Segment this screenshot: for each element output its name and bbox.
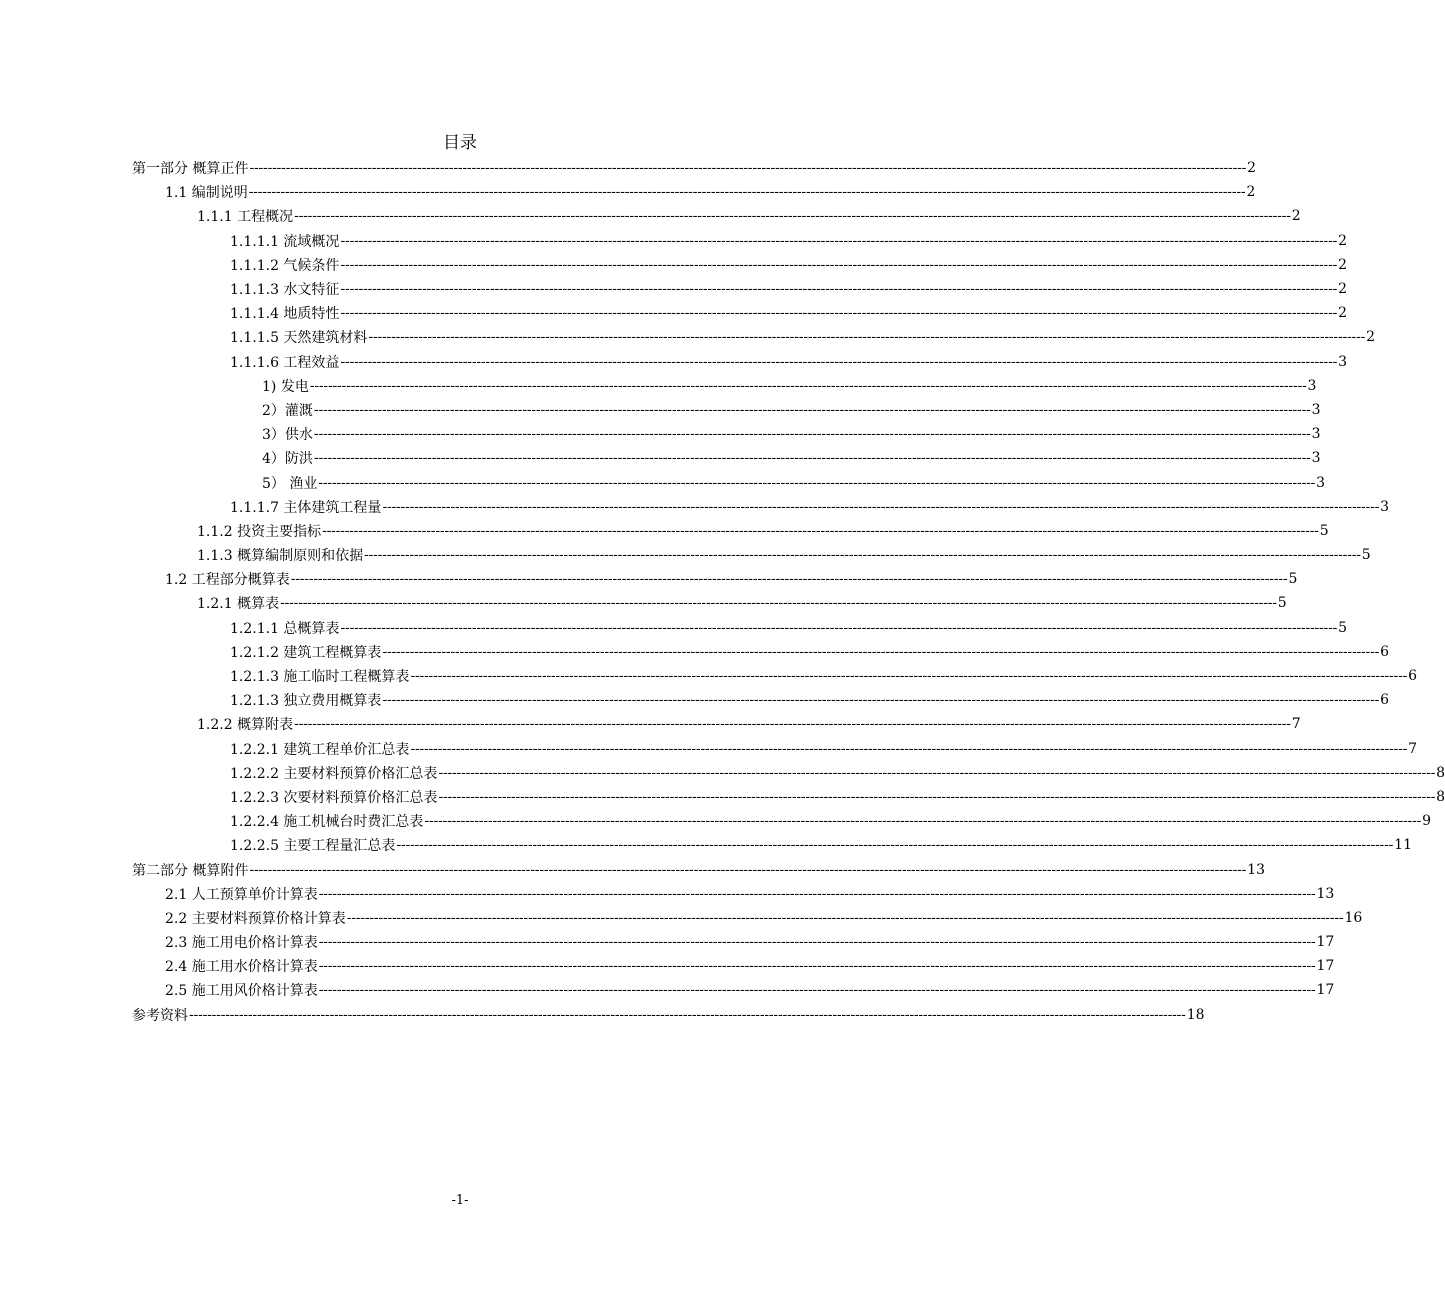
toc-entry[interactable]: [132, 253, 1348, 277]
toc-entry-page: 3: [1316, 474, 1325, 491]
toc-entry[interactable]: [132, 930, 1335, 954]
toc-entry-label: 2.3 施工用电价格计算表: [165, 935, 318, 952]
toc-entry[interactable]: [132, 978, 1335, 1002]
toc-entry[interactable]: [132, 882, 1335, 906]
toc-entry-label: 1.2.1.3 施工临时工程概算表: [230, 669, 410, 686]
toc-entry[interactable]: [132, 567, 1298, 591]
toc-entry-page: 9: [1422, 813, 1432, 830]
dot-leader: ----------------------------------------------------------------------------------------------------------------------------------------------------------------------------------------------------------------------------: [410, 668, 1408, 685]
dot-leader: ----------------------------------------------------------------------------------------------------------------------------------------------------------------------------------------------------------------------------: [382, 692, 1380, 709]
toc-entry-page: 8: [1436, 764, 1445, 781]
toc-entry-page: 3: [1338, 353, 1348, 370]
toc-entry-page: 3: [1311, 450, 1321, 467]
dot-leader: ----------------------------------------------------------------------------------------------------------------------------------------------------------------------------------------------------------------------------: [189, 1006, 1186, 1023]
toc-title: 目录: [443, 133, 477, 153]
toc-entry-page: 2: [1247, 160, 1257, 177]
toc-entry-page: 2: [1246, 184, 1256, 201]
toc-entry[interactable]: [132, 1003, 1205, 1027]
dot-leader: ----------------------------------------------------------------------------------------------------------------------------------------------------------------------------------------------------------------------------: [382, 643, 1380, 660]
toc-entry-label: 1.2.1.3 独立费用概算表: [230, 693, 382, 710]
toc-entry[interactable]: [132, 833, 1412, 857]
toc-entry-label: 1.2.2.5 主要工程量汇总表: [230, 838, 396, 855]
toc-entry-label: 2）灌溉: [262, 402, 313, 419]
dot-leader: ----------------------------------------------------------------------------------------------------------------------------------------------------------------------------------------------------------------------------: [382, 498, 1380, 515]
page-number: -1-: [451, 1193, 469, 1208]
dot-leader: ----------------------------------------------------------------------------------------------------------------------------------------------------------------------------------------------------------------------------: [368, 329, 1366, 346]
toc-entry[interactable]: [132, 785, 1445, 809]
toc-entry[interactable]: [132, 591, 1287, 615]
toc-entry-label: 1.1.3 概算编制原则和依据: [197, 548, 364, 565]
toc-entry-label: 1.1.1.4 地质特性: [230, 306, 340, 323]
toc-entry-page: 2: [1291, 208, 1301, 225]
toc-entry-label: 参考资料: [132, 1007, 188, 1024]
toc-entry[interactable]: [132, 325, 1376, 349]
toc-entry-label: 1.1.1.7 主体建筑工程量: [230, 499, 382, 516]
toc-entry[interactable]: [132, 688, 1390, 712]
toc-entry-page: 17: [1316, 982, 1335, 999]
toc-entry[interactable]: [132, 809, 1432, 833]
toc-entry-page: 5: [1277, 595, 1287, 612]
toc-entry-page: 17: [1316, 934, 1335, 951]
toc-entry-label: 第二部分 概算附件: [132, 862, 249, 879]
dot-leader: ----------------------------------------------------------------------------------------------------------------------------------------------------------------------------------------------------------------------------: [322, 522, 1319, 539]
toc-entry-page: 8: [1436, 788, 1445, 805]
toc-entry[interactable]: [132, 350, 1348, 374]
toc-entry-page: 13: [1316, 885, 1335, 902]
dot-leader: ----------------------------------------------------------------------------------------------------------------------------------------------------------------------------------------------------------------------------: [396, 837, 1394, 854]
dot-leader: ----------------------------------------------------------------------------------------------------------------------------------------------------------------------------------------------------------------------------: [313, 450, 1311, 467]
toc-entry[interactable]: [132, 422, 1321, 446]
toc-entry-page: 7: [1408, 740, 1418, 757]
toc-entry[interactable]: [132, 180, 1256, 204]
toc-entry-page: 5: [1338, 619, 1348, 636]
dot-leader: ----------------------------------------------------------------------------------------------------------------------------------------------------------------------------------------------------------------------------: [438, 788, 1436, 805]
toc-entry-label: 1.2.2.1 建筑工程单价汇总表: [230, 741, 410, 758]
dot-leader: ----------------------------------------------------------------------------------------------------------------------------------------------------------------------------------------------------------------------------: [318, 885, 1316, 902]
dot-leader: ----------------------------------------------------------------------------------------------------------------------------------------------------------------------------------------------------------------------------: [410, 740, 1408, 757]
toc-entry-page: 3: [1311, 426, 1321, 443]
toc-entry-page: 3: [1380, 498, 1390, 515]
toc-entry-label: 1.2.2.3 次要材料预算价格汇总表: [230, 789, 438, 806]
toc-entry[interactable]: [132, 664, 1418, 688]
dot-leader: ----------------------------------------------------------------------------------------------------------------------------------------------------------------------------------------------------------------------------: [340, 353, 1338, 370]
toc-entry-page: 6: [1408, 668, 1418, 685]
toc-entry-label: 4）防洪: [262, 451, 313, 468]
toc-entry[interactable]: [132, 156, 1257, 180]
toc-entry[interactable]: [132, 204, 1301, 228]
toc-entry[interactable]: [132, 640, 1390, 664]
dot-leader: ----------------------------------------------------------------------------------------------------------------------------------------------------------------------------------------------------------------------------: [340, 281, 1338, 298]
toc-entry-page: 6: [1380, 643, 1390, 660]
toc-entry-label: 1) 发电: [262, 378, 309, 395]
toc-entry-page: 13: [1247, 861, 1265, 878]
toc-entry-label: 2.1 人工预算单价计算表: [165, 886, 318, 903]
toc-entry[interactable]: [132, 277, 1348, 301]
toc-entry-label: 第一部分 概算正件: [132, 161, 249, 178]
toc-entry[interactable]: [132, 470, 1325, 494]
toc-entry-label: 1.1.1 工程概况: [197, 209, 294, 226]
dot-leader: ----------------------------------------------------------------------------------------------------------------------------------------------------------------------------------------------------------------------------: [340, 619, 1338, 636]
toc-entry-label: 1.2.2.2 主要材料预算价格汇总表: [230, 765, 438, 782]
toc-entry-label: 2.4 施工用水价格计算表: [165, 959, 318, 976]
toc-entry-label: 1.2.1.2 建筑工程概算表: [230, 644, 382, 661]
toc-entry-page: 5: [1319, 522, 1329, 539]
dot-leader: ----------------------------------------------------------------------------------------------------------------------------------------------------------------------------------------------------------------------------: [340, 256, 1338, 273]
dot-leader: ----------------------------------------------------------------------------------------------------------------------------------------------------------------------------------------------------------------------------: [346, 909, 1344, 926]
toc-entry[interactable]: [132, 737, 1418, 761]
toc-entry[interactable]: [132, 712, 1301, 736]
toc-entry-page: 2: [1366, 329, 1376, 346]
toc-entry-label: 1.2.1 概算表: [197, 596, 280, 613]
toc-entry-page: 17: [1316, 958, 1335, 975]
toc-entry-page: 2: [1338, 256, 1348, 273]
toc-entry-label: 2.5 施工用风价格计算表: [165, 983, 318, 1000]
dot-leader: ----------------------------------------------------------------------------------------------------------------------------------------------------------------------------------------------------------------------------: [340, 232, 1338, 249]
dot-leader: ----------------------------------------------------------------------------------------------------------------------------------------------------------------------------------------------------------------------------: [313, 426, 1311, 443]
toc-entry-label: 1.2.2 概算附表: [197, 717, 294, 734]
dot-leader: ----------------------------------------------------------------------------------------------------------------------------------------------------------------------------------------------------------------------------: [249, 160, 1247, 177]
toc-entry[interactable]: [132, 616, 1348, 640]
toc-entry-page: 16: [1344, 909, 1363, 926]
toc-entry[interactable]: [132, 543, 1371, 567]
toc-entry[interactable]: [132, 857, 1265, 881]
toc-entry-page: 18: [1186, 1006, 1205, 1023]
toc-entry[interactable]: [132, 229, 1348, 253]
toc-entry-page: 2: [1338, 232, 1348, 249]
toc-entry-label: 1.2.1.1 总概算表: [230, 620, 340, 637]
toc-entry[interactable]: [132, 301, 1348, 325]
toc-entry[interactable]: [132, 495, 1390, 519]
dot-leader: ----------------------------------------------------------------------------------------------------------------------------------------------------------------------------------------------------------------------------: [309, 377, 1307, 394]
toc-entry-page: 3: [1307, 377, 1317, 394]
dot-leader: ----------------------------------------------------------------------------------------------------------------------------------------------------------------------------------------------------------------------------: [280, 595, 1277, 612]
toc-entry-label: 1.1.1.1 流域概况: [230, 233, 340, 250]
toc-entry-label: 5） 渔业: [262, 475, 318, 492]
toc-entry-label: 1.2 工程部分概算表: [165, 572, 290, 589]
toc-entry-label: 1.1.1.5 天然建筑材料: [230, 330, 368, 347]
dot-leader: ----------------------------------------------------------------------------------------------------------------------------------------------------------------------------------------------------------------------------: [318, 982, 1316, 999]
dot-leader: ----------------------------------------------------------------------------------------------------------------------------------------------------------------------------------------------------------------------------: [318, 958, 1316, 975]
toc-entry-label: 1.1.1.3 水文特征: [230, 282, 340, 299]
toc-entry-label: 3）供水: [262, 427, 313, 444]
toc-entry-page: 7: [1291, 716, 1301, 733]
dot-leader: ----------------------------------------------------------------------------------------------------------------------------------------------------------------------------------------------------------------------------: [248, 184, 1246, 201]
dot-leader: ----------------------------------------------------------------------------------------------------------------------------------------------------------------------------------------------------------------------------: [340, 305, 1338, 322]
dot-leader: ----------------------------------------------------------------------------------------------------------------------------------------------------------------------------------------------------------------------------: [313, 401, 1311, 418]
toc-entry-label: 1.1.2 投资主要指标: [197, 523, 322, 540]
dot-leader: ----------------------------------------------------------------------------------------------------------------------------------------------------------------------------------------------------------------------------: [438, 764, 1436, 781]
toc-entry-page: 3: [1311, 401, 1321, 418]
toc-entry-page: 6: [1380, 692, 1390, 709]
toc-entry-label: 2.2 主要材料预算价格计算表: [165, 910, 346, 927]
toc-entry[interactable]: [132, 446, 1321, 470]
toc-entry-page: 5: [1288, 571, 1298, 588]
dot-leader: ----------------------------------------------------------------------------------------------------------------------------------------------------------------------------------------------------------------------------: [318, 474, 1316, 491]
dot-leader: ----------------------------------------------------------------------------------------------------------------------------------------------------------------------------------------------------------------------------: [249, 861, 1247, 878]
toc-entry-page: 2: [1338, 281, 1348, 298]
toc-entry-label: 1.2.2.4 施工机械台时费汇总表: [230, 814, 424, 831]
dot-leader: ----------------------------------------------------------------------------------------------------------------------------------------------------------------------------------------------------------------------------: [424, 813, 1422, 830]
dot-leader: ----------------------------------------------------------------------------------------------------------------------------------------------------------------------------------------------------------------------------: [318, 934, 1316, 951]
dot-leader: ----------------------------------------------------------------------------------------------------------------------------------------------------------------------------------------------------------------------------: [294, 208, 1291, 225]
toc-entry-label: 1.1 编制说明: [165, 185, 248, 202]
toc-entry-label: 1.1.1.6 工程效益: [230, 354, 340, 371]
toc-entry[interactable]: [132, 761, 1445, 785]
toc-entry-page: 5: [1361, 547, 1371, 564]
toc-entry[interactable]: [132, 398, 1321, 422]
toc-entry-page: 2: [1338, 305, 1348, 322]
toc-entry[interactable]: [132, 519, 1329, 543]
toc-entry-label: 1.1.1.2 气候条件: [230, 257, 340, 274]
toc-entry[interactable]: [132, 954, 1335, 978]
toc-entry-page: 11: [1394, 837, 1412, 854]
toc-entry[interactable]: [132, 906, 1363, 930]
dot-leader: ----------------------------------------------------------------------------------------------------------------------------------------------------------------------------------------------------------------------------: [364, 547, 1361, 564]
toc-entry[interactable]: [132, 374, 1317, 398]
dot-leader: ----------------------------------------------------------------------------------------------------------------------------------------------------------------------------------------------------------------------------: [290, 571, 1288, 588]
table-of-contents: [132, 156, 1445, 1027]
dot-leader: ----------------------------------------------------------------------------------------------------------------------------------------------------------------------------------------------------------------------------: [294, 716, 1291, 733]
